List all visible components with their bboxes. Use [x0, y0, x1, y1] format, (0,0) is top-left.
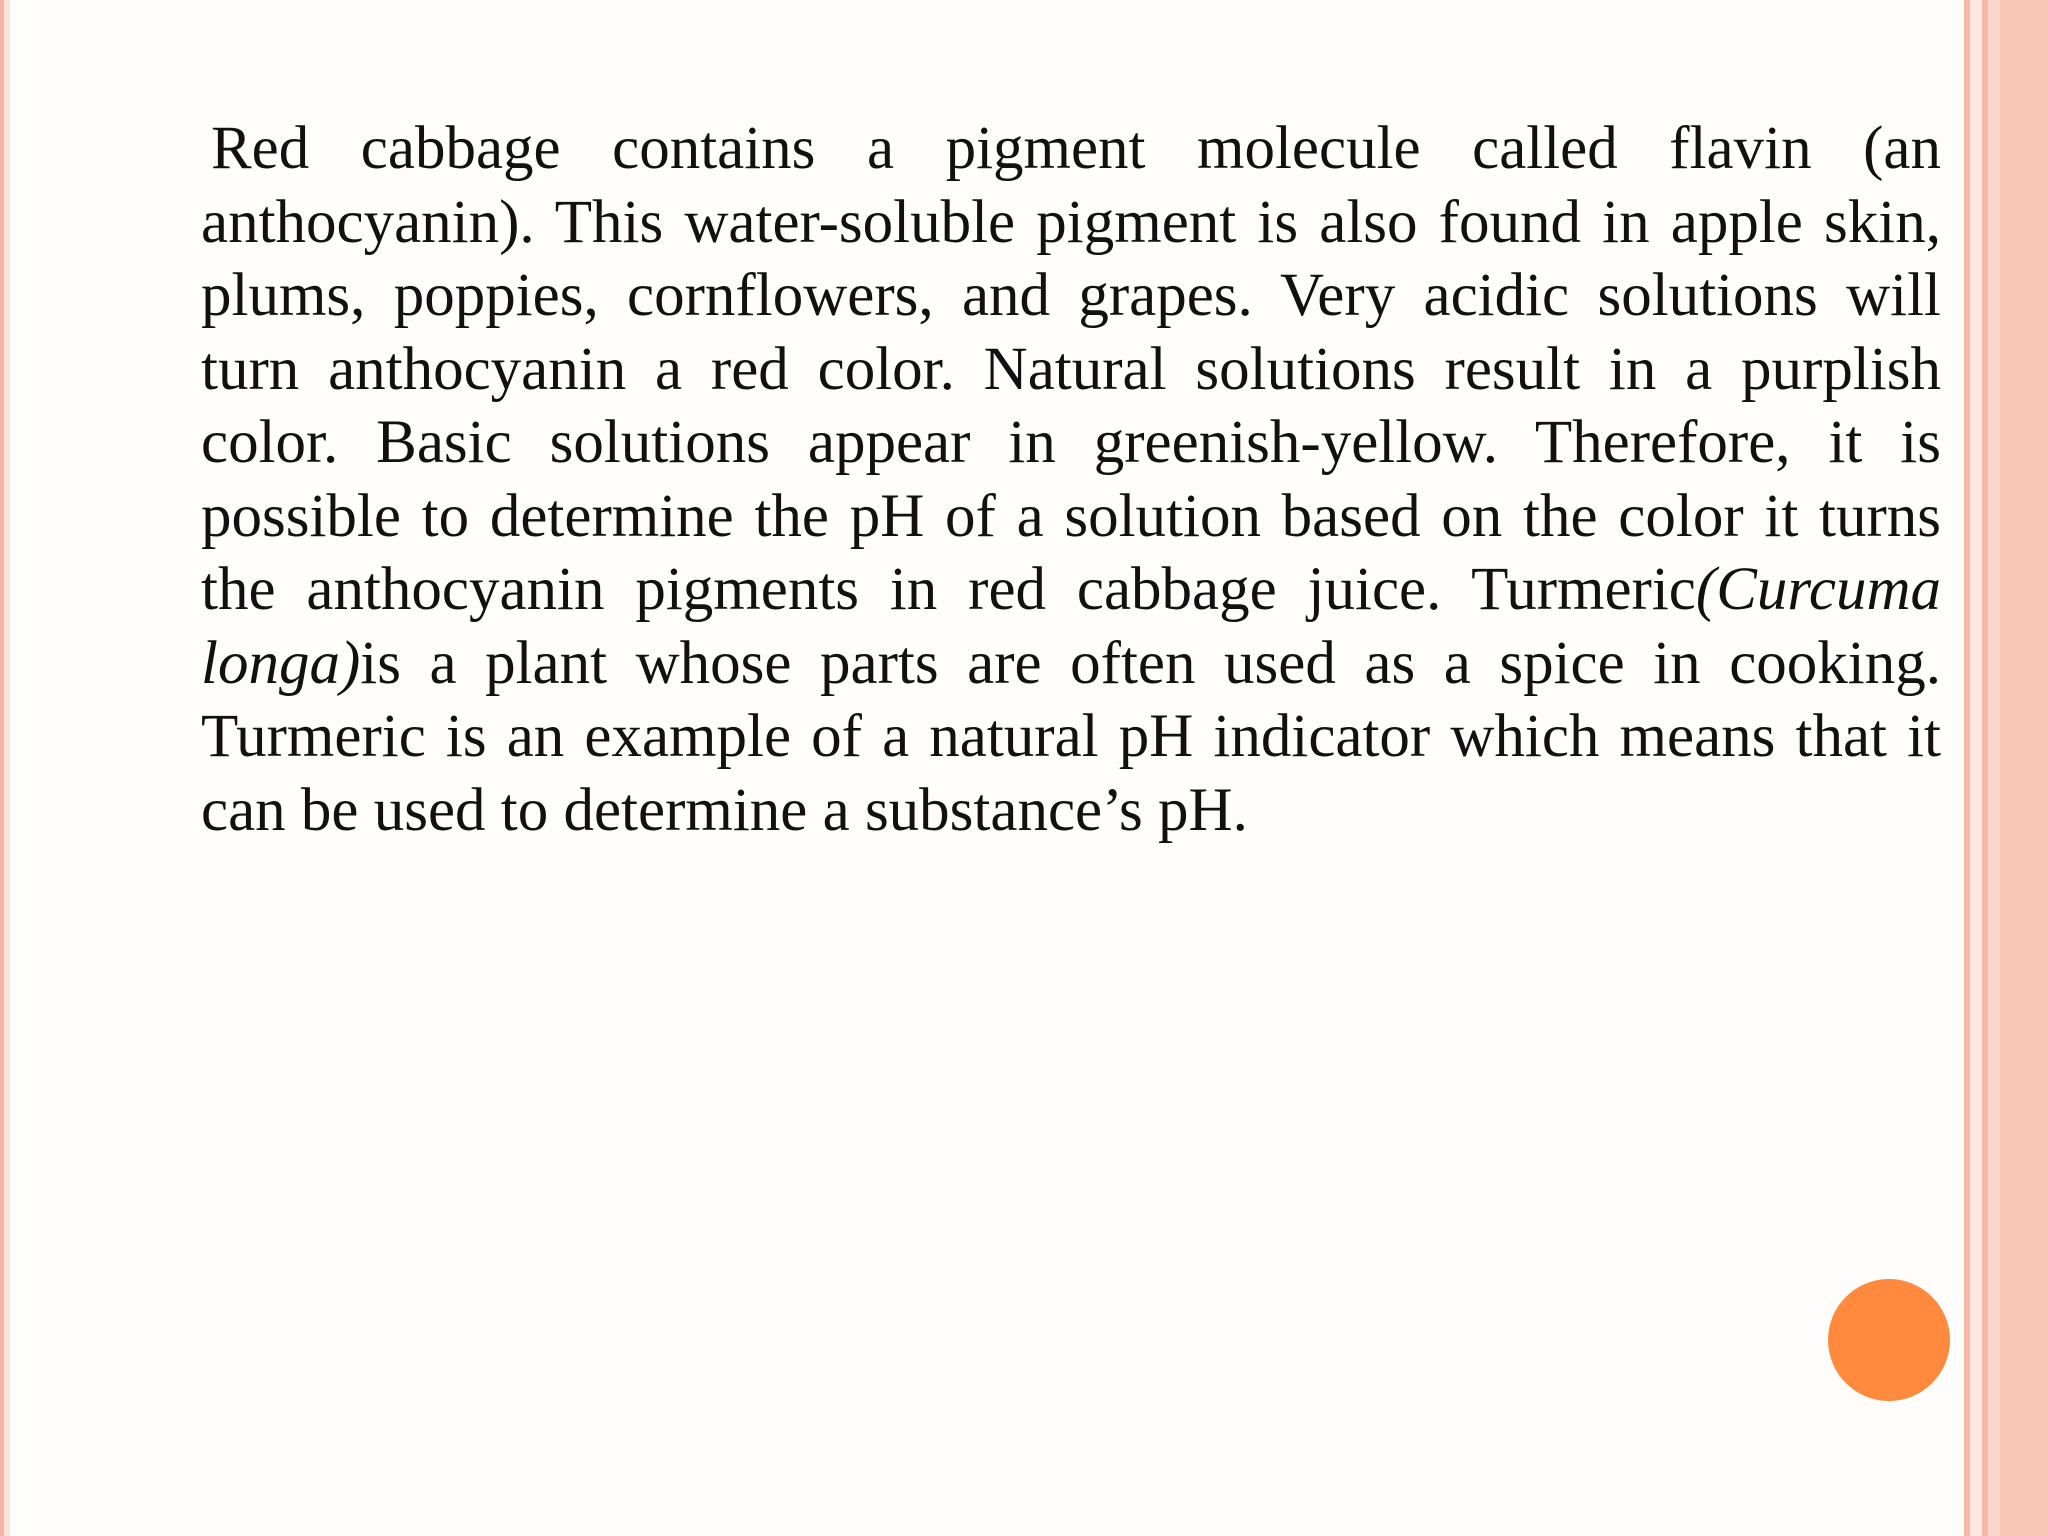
- body-text-part-2: is a plant whose parts are often used as a spice in cooking. Turmeric is an example of a natural pH indicator which means that it can be used to determine a substance’s pH.: [201, 629, 1941, 844]
- slide-body-text: [201, 112, 1941, 847]
- scientific-name-italic: (Curcuma longa): [201, 556, 1941, 697]
- right-border-stripes: [1964, 0, 2048, 1536]
- body-text-part-1: Red cabbage contains a pigment molecule called flavin (an anthocyanin). This water-soluble pigment is also found in apple skin, plums, poppies, cornflowers, and grapes. Very acidic solutions will turn anthocyanin a red color. Natural solutions result in a purplish color. Basic solutions appear in greenish-yellow. Therefore, it is possible to determine the pH of a solution based on the color it turns the anthocyanin pigments in red cabbage juice. Turmeric: [201, 115, 1941, 623]
- orange-circle-decoration: [1828, 1279, 1950, 1401]
- left-border-stripe: [0, 0, 10, 1536]
